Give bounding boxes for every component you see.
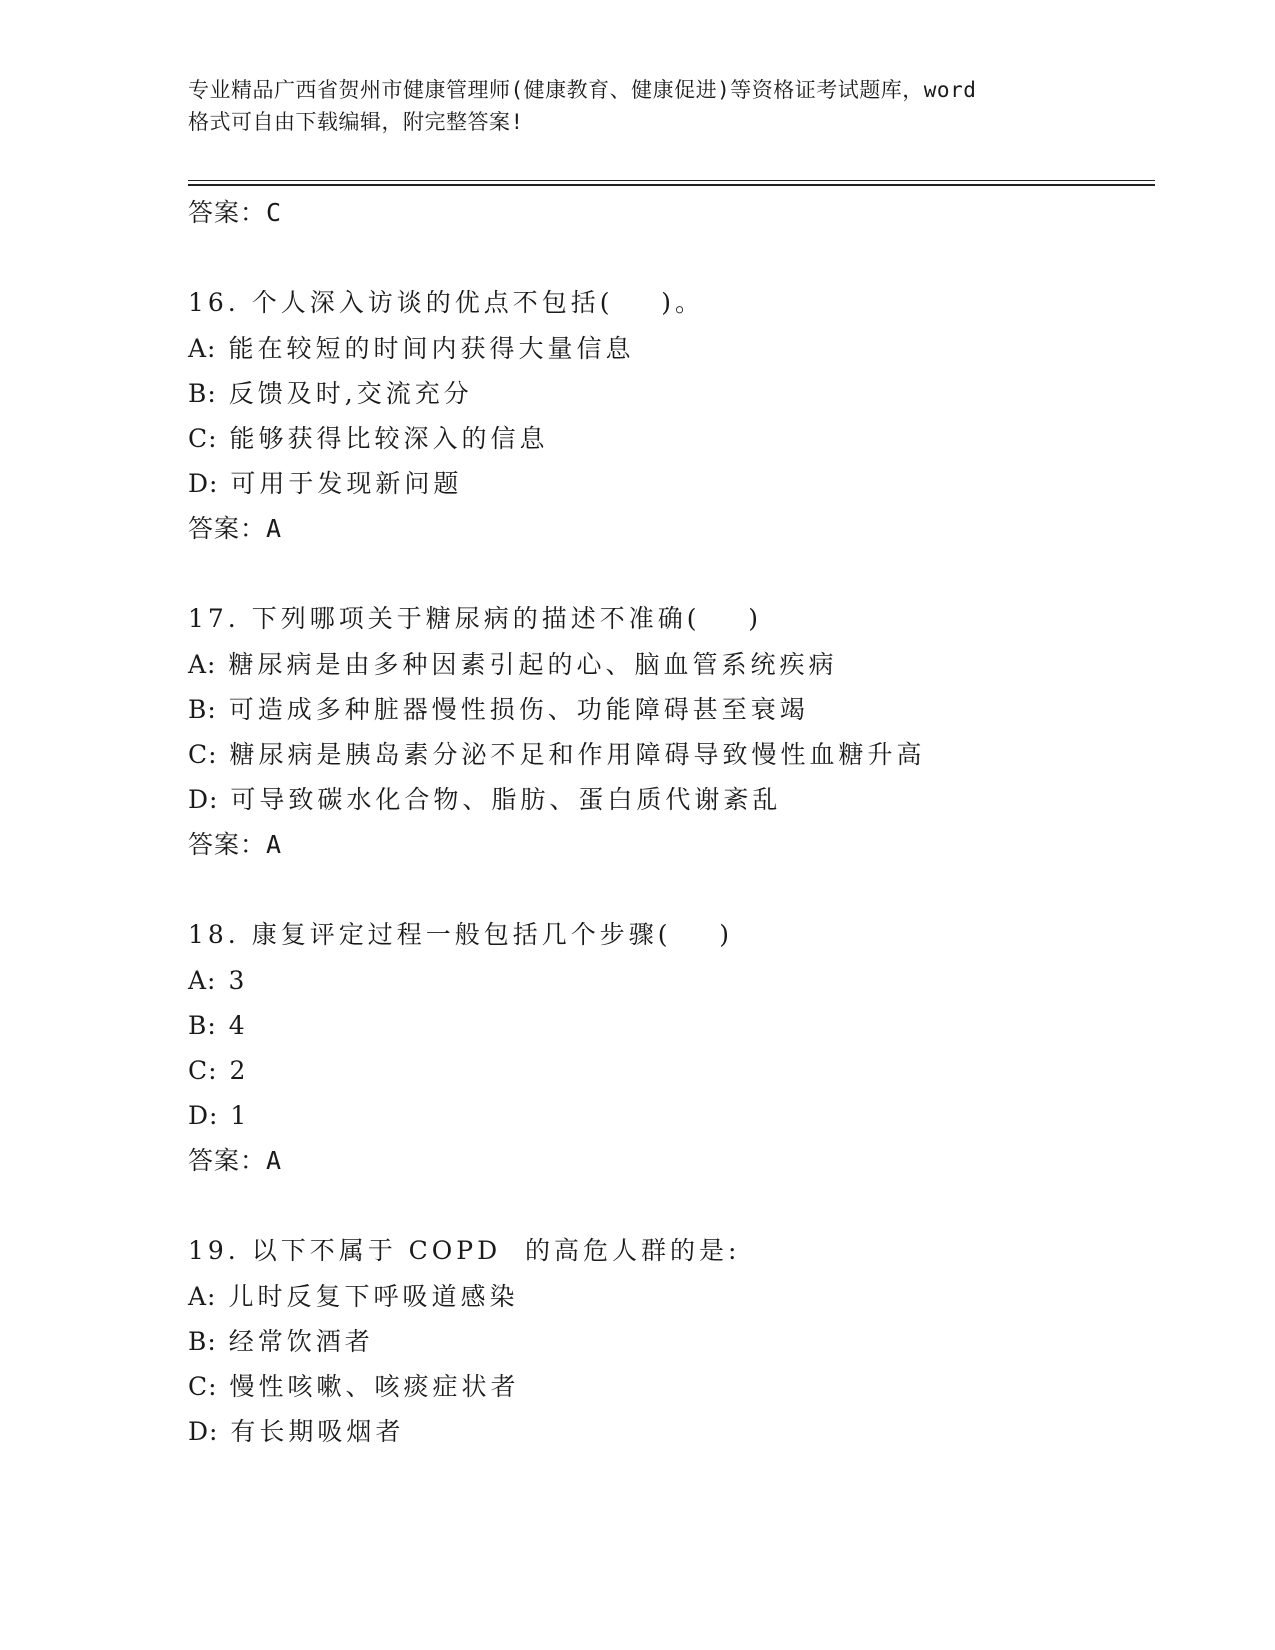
question-gap xyxy=(188,1184,1148,1228)
option-c xyxy=(188,1364,1148,1409)
answer-line xyxy=(188,506,1148,552)
option-text: 3 xyxy=(228,966,249,995)
option-key: D: xyxy=(188,469,219,498)
option-text: 4 xyxy=(228,1011,249,1040)
option-key: C: xyxy=(188,424,218,453)
option-text: 2 xyxy=(229,1056,250,1085)
option-key: B: xyxy=(188,1011,217,1040)
option-text: 可造成多种脏器慢性损伤、功能障碍甚至衰竭 xyxy=(228,695,809,724)
question-gap xyxy=(188,552,1148,596)
option-key: C: xyxy=(188,1056,218,1085)
document-header xyxy=(188,74,1088,138)
answer-value: C xyxy=(266,198,283,227)
header-line-2: 格式可自由下载编辑，附完整答案! xyxy=(188,110,524,134)
option-text: 有长期吸烟者 xyxy=(230,1417,405,1446)
option-b xyxy=(188,687,1148,732)
answer-label: 答案： xyxy=(188,514,267,543)
option-c xyxy=(188,416,1148,461)
option-key: D: xyxy=(188,1101,219,1130)
option-text: 反馈及时,交流充分 xyxy=(228,379,473,408)
option-key: C: xyxy=(188,1372,218,1401)
option-key: D: xyxy=(188,785,219,814)
option-d xyxy=(188,1409,1148,1454)
header-divider-thick xyxy=(188,184,1155,186)
question-stem: 18. 康复评定过程一般包括几个步骤( ) xyxy=(188,920,734,949)
option-key: A: xyxy=(188,966,217,995)
option-text: 可用于发现新问题 xyxy=(230,469,463,498)
answer-line xyxy=(188,190,1148,236)
option-text: 可导致碳水化合物、脂肪、蛋白质代谢紊乱 xyxy=(230,785,782,814)
option-key: B: xyxy=(188,379,217,408)
option-text: 慢性咳嗽、咳痰症状者 xyxy=(229,1372,520,1401)
question-list xyxy=(188,190,1148,1454)
option-b xyxy=(188,1319,1148,1364)
option-c xyxy=(188,1048,1148,1093)
option-text: 经常饮酒者 xyxy=(228,1327,374,1356)
option-key: A: xyxy=(188,334,217,363)
option-key: A: xyxy=(188,650,217,679)
header-line-1: 专业精品广西省贺州市健康管理师(健康教育、健康促进)等资格证考试题库，word xyxy=(188,78,977,102)
option-a xyxy=(188,642,1148,687)
option-d xyxy=(188,461,1148,506)
option-b xyxy=(188,1003,1148,1048)
option-key: D: xyxy=(188,1417,219,1446)
answer-label: 答案： xyxy=(188,1146,267,1175)
question-gap xyxy=(188,868,1148,912)
option-key: C: xyxy=(188,740,218,769)
option-key: A: xyxy=(188,1282,217,1311)
option-d xyxy=(188,777,1148,822)
question-stem: 19. 以下不属于 COPD 的高危人群的是: xyxy=(188,1236,741,1265)
option-key: B: xyxy=(188,695,217,724)
option-text: 儿时反复下呼吸道感染 xyxy=(228,1282,519,1311)
answer-value: A xyxy=(266,1146,283,1175)
answer-line xyxy=(188,1138,1148,1184)
question-stem: 16. 个人深入访谈的优点不包括( )。 xyxy=(188,288,705,317)
option-a xyxy=(188,326,1148,371)
option-text: 能够获得比较深入的信息 xyxy=(229,424,549,453)
option-d xyxy=(188,1093,1148,1138)
option-text: 糖尿病是由多种因素引起的心、脑血管系统疾病 xyxy=(228,650,838,679)
option-text: 能在较短的时间内获得大量信息 xyxy=(228,334,635,363)
question-gap xyxy=(188,236,1148,280)
option-c xyxy=(188,732,1148,777)
option-text: 糖尿病是胰岛素分泌不足和作用障碍导致慢性血糖升高 xyxy=(229,740,926,769)
option-a xyxy=(188,958,1148,1003)
answer-value: A xyxy=(266,514,283,543)
answer-line xyxy=(188,822,1148,868)
header-divider-thin xyxy=(188,180,1155,181)
option-text: 1 xyxy=(230,1101,251,1130)
option-a xyxy=(188,1274,1148,1319)
question-stem: 17. 下列哪项关于糖尿病的描述不准确( ) xyxy=(188,604,763,633)
option-b xyxy=(188,371,1148,416)
answer-label: 答案： xyxy=(188,830,267,859)
answer-label: 答案： xyxy=(188,198,267,227)
option-key: B: xyxy=(188,1327,217,1356)
answer-value: A xyxy=(266,830,283,859)
